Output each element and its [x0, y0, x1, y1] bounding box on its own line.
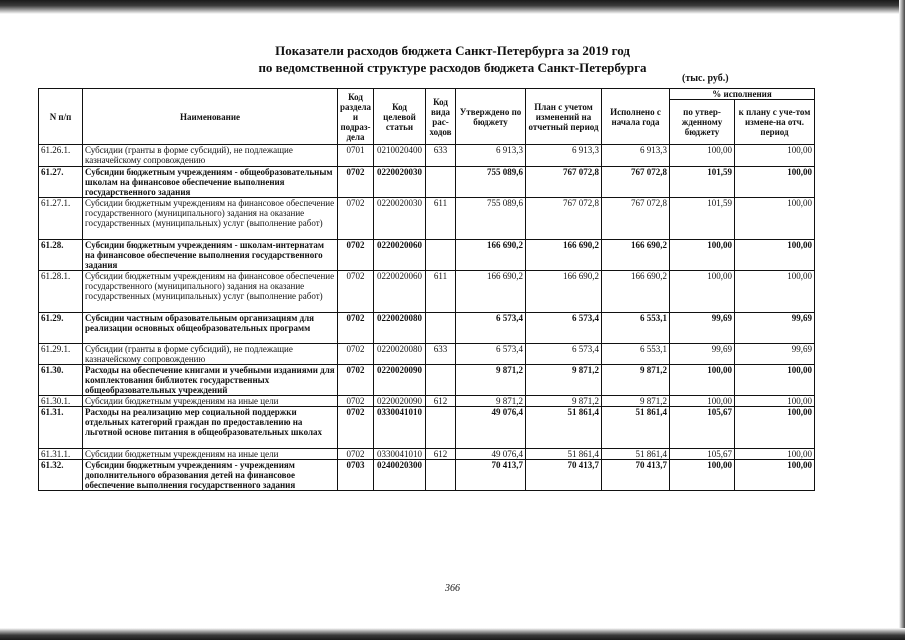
table-row	[39, 344, 815, 365]
row-pct-approved: 105,67	[670, 449, 735, 460]
row-name: Субсидии (гранты в форме субсидий), не подлежащие казначейскому сопровождению	[83, 145, 338, 167]
row-pct-approved: 100,00	[670, 145, 735, 167]
row-type-code	[426, 313, 456, 344]
header-type-code: Код вида рас-ходов	[426, 89, 456, 145]
row-pct-plan: 100,00	[735, 449, 815, 460]
row-plan: 51 861,4	[526, 407, 602, 449]
row-pct-plan: 99,69	[735, 313, 815, 344]
table-row	[39, 449, 815, 460]
row-executed: 9 871,2	[602, 365, 670, 396]
row-pct-approved: 101,59	[670, 167, 735, 198]
row-target-code: 0220020090	[374, 365, 426, 396]
page-number: 366	[445, 583, 460, 594]
row-type-code	[426, 240, 456, 271]
row-type-code	[426, 460, 456, 491]
header-target-code: Код целевой статьи	[374, 89, 426, 145]
row-executed: 9 871,2	[602, 396, 670, 407]
row-type-code	[426, 407, 456, 449]
row-executed: 166 690,2	[602, 271, 670, 313]
row-number: 61.28.1.	[39, 271, 83, 313]
row-approved: 9 871,2	[456, 365, 526, 396]
row-target-code: 0220020060	[374, 240, 426, 271]
row-executed: 51 861,4	[602, 449, 670, 460]
row-number: 61.30.	[39, 365, 83, 396]
scan-edge-top	[0, 0, 905, 14]
table-row	[39, 407, 815, 449]
row-approved: 755 089,6	[456, 198, 526, 240]
row-target-code: 0330041010	[374, 449, 426, 460]
row-name: Субсидии (гранты в форме субсидий), не подлежащие казначейскому сопровождению	[83, 344, 338, 365]
row-name: Субсидии бюджетным учреждениям на финансовое обеспечение государственного (муниципального) задания на оказание государственных (муниципальных) услуг (выполнение работ)	[83, 198, 338, 240]
row-number: 61.31.1.	[39, 449, 83, 460]
row-type-code	[426, 167, 456, 198]
row-approved: 6 913,3	[456, 145, 526, 167]
row-target-code: 0240020300	[374, 460, 426, 491]
row-plan: 9 871,2	[526, 365, 602, 396]
row-executed: 767 072,8	[602, 167, 670, 198]
row-section-code: 0702	[338, 271, 374, 313]
row-name: Расходы на реализацию мер социальной поддержки отдельных категорий граждан по предоставлению на льготной основе питания в общеобразовательных школах	[83, 407, 338, 449]
row-approved: 6 573,4	[456, 344, 526, 365]
row-pct-approved: 100,00	[670, 460, 735, 491]
row-target-code: 0220020030	[374, 167, 426, 198]
row-number: 61.27.	[39, 167, 83, 198]
table-row	[39, 313, 815, 344]
row-section-code: 0702	[338, 313, 374, 344]
row-pct-plan: 100,00	[735, 365, 815, 396]
row-plan: 166 690,2	[526, 271, 602, 313]
row-pct-plan: 100,00	[735, 271, 815, 313]
row-executed: 6 553,1	[602, 313, 670, 344]
table-row	[39, 365, 815, 396]
row-name: Субсидии частным образовательным организациям для реализации основных общеобразовательных программ	[83, 313, 338, 344]
header-pct-plan: к плану с уче-том измене-на отч. период	[735, 100, 815, 145]
header-executed: Исполнено с начала года	[602, 89, 670, 145]
row-pct-approved: 100,00	[670, 271, 735, 313]
row-plan: 767 072,8	[526, 167, 602, 198]
row-type-code: 612	[426, 396, 456, 407]
row-pct-plan: 100,00	[735, 167, 815, 198]
row-section-code: 0702	[338, 396, 374, 407]
budget-table	[38, 88, 815, 491]
row-plan: 51 861,4	[526, 449, 602, 460]
document-title: Показатели расходов бюджета Санкт-Петербурга за 2019 год	[275, 43, 630, 58]
row-target-code: 0220020090	[374, 396, 426, 407]
table-row	[39, 396, 815, 407]
row-pct-plan: 100,00	[735, 396, 815, 407]
row-type-code: 611	[426, 198, 456, 240]
row-plan: 767 072,8	[526, 198, 602, 240]
row-type-code: 633	[426, 145, 456, 167]
row-pct-approved: 100,00	[670, 240, 735, 271]
row-type-code: 612	[426, 449, 456, 460]
row-number: 61.27.1.	[39, 198, 83, 240]
row-plan: 166 690,2	[526, 240, 602, 271]
units-label: (тыс. руб.)	[682, 73, 729, 84]
row-plan: 6 573,4	[526, 344, 602, 365]
row-name: Субсидии бюджетным учреждениям на финансовое обеспечение государственного (муниципального) задания на оказание государственных (муниципальных) услуг (выполнение работ)	[83, 271, 338, 313]
row-approved: 755 089,6	[456, 167, 526, 198]
row-number: 61.30.1.	[39, 396, 83, 407]
row-section-code: 0702	[338, 240, 374, 271]
document-subtitle: по ведомственной структуре расходов бюджета Санкт-Петербурга	[258, 60, 647, 75]
header-plan: План с учетом изменений на отчетный период	[526, 89, 602, 145]
row-type-code	[426, 365, 456, 396]
row-approved: 49 076,4	[456, 449, 526, 460]
table-row	[39, 271, 815, 313]
row-pct-approved: 101,59	[670, 198, 735, 240]
row-approved: 70 413,7	[456, 460, 526, 491]
row-name: Субсидии бюджетным учреждениям - учреждениям дополнительного образования детей на финансовое обеспечение выполнения государственного задания	[83, 460, 338, 491]
row-approved: 6 573,4	[456, 313, 526, 344]
row-approved: 166 690,2	[456, 271, 526, 313]
row-pct-approved: 100,00	[670, 365, 735, 396]
row-name: Субсидии бюджетным учреждениям - школам-интернатам на финансовое обеспечение выполнения государственного задания	[83, 240, 338, 271]
row-section-code: 0703	[338, 460, 374, 491]
header-section-code: Код раздела и подраз-дела	[338, 89, 374, 145]
row-executed: 51 861,4	[602, 407, 670, 449]
header-approved: Утверждено по бюджету	[456, 89, 526, 145]
row-pct-plan: 100,00	[735, 460, 815, 491]
row-number: 61.28.	[39, 240, 83, 271]
row-number: 61.32.	[39, 460, 83, 491]
table-row	[39, 167, 815, 198]
row-plan: 70 413,7	[526, 460, 602, 491]
scan-edge-right	[899, 0, 905, 640]
row-pct-plan: 100,00	[735, 407, 815, 449]
row-pct-plan: 100,00	[735, 240, 815, 271]
row-section-code: 0702	[338, 167, 374, 198]
row-pct-plan: 100,00	[735, 198, 815, 240]
header-name: Наименование	[83, 89, 338, 145]
row-number: 61.31.	[39, 407, 83, 449]
row-executed: 6 913,3	[602, 145, 670, 167]
row-name: Субсидии бюджетным учреждениям на иные цели	[83, 449, 338, 460]
header-pct-group: % исполнения	[670, 89, 815, 100]
row-type-code: 633	[426, 344, 456, 365]
row-target-code: 0210020400	[374, 145, 426, 167]
row-pct-approved: 100,00	[670, 396, 735, 407]
table-row	[39, 145, 815, 167]
header-pct-approved: по утвер-жденному бюджету	[670, 100, 735, 145]
row-name: Субсидии бюджетным учреждениям на иные цели	[83, 396, 338, 407]
row-executed: 6 553,1	[602, 344, 670, 365]
row-section-code: 0702	[338, 449, 374, 460]
row-section-code: 0702	[338, 198, 374, 240]
row-section-code: 0702	[338, 407, 374, 449]
row-target-code: 0330041010	[374, 407, 426, 449]
scan-edge-bottom	[0, 628, 905, 640]
row-name: Субсидии бюджетным учреждениям - общеобразовательным школам на финансовое обеспечение выполнения государственного задания	[83, 167, 338, 198]
row-pct-approved: 99,69	[670, 313, 735, 344]
row-pct-plan: 99,69	[735, 344, 815, 365]
row-target-code: 0220020080	[374, 313, 426, 344]
row-plan: 9 871,2	[526, 396, 602, 407]
row-section-code: 0701	[338, 145, 374, 167]
row-type-code: 611	[426, 271, 456, 313]
row-target-code: 0220020030	[374, 198, 426, 240]
row-number: 61.29.1.	[39, 344, 83, 365]
row-approved: 49 076,4	[456, 407, 526, 449]
row-executed: 767 072,8	[602, 198, 670, 240]
row-number: 61.26.1.	[39, 145, 83, 167]
header-num: N п/п	[39, 89, 83, 145]
row-section-code: 0702	[338, 344, 374, 365]
row-approved: 166 690,2	[456, 240, 526, 271]
row-number: 61.29.	[39, 313, 83, 344]
row-section-code: 0702	[338, 365, 374, 396]
table-row	[39, 460, 815, 491]
row-pct-approved: 105,67	[670, 407, 735, 449]
row-plan: 6 913,3	[526, 145, 602, 167]
row-executed: 70 413,7	[602, 460, 670, 491]
row-executed: 166 690,2	[602, 240, 670, 271]
table-row	[39, 198, 815, 240]
row-target-code: 0220020080	[374, 344, 426, 365]
row-approved: 9 871,2	[456, 396, 526, 407]
table-row	[39, 240, 815, 271]
row-name: Расходы на обеспечение книгами и учебными изданиями для комплектования библиотек государственных общеобразовательных учреждений	[83, 365, 338, 396]
row-plan: 6 573,4	[526, 313, 602, 344]
row-pct-approved: 99,69	[670, 344, 735, 365]
row-pct-plan: 100,00	[735, 145, 815, 167]
row-target-code: 0220020060	[374, 271, 426, 313]
